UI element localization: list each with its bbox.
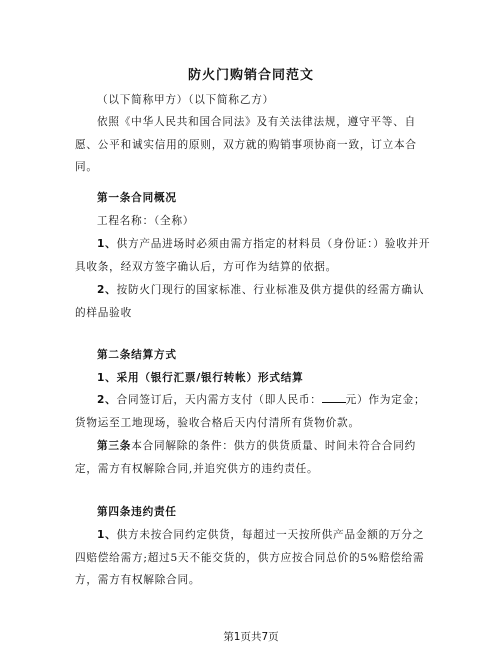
article-4-heading: 第四条违约责任	[97, 506, 177, 518]
article-3-paragraph	[75, 435, 435, 480]
page-footer: 第1页共7页	[223, 631, 279, 643]
intro-paragraph: 依照《中华人民共和国合同法》及有关法律法规，遵守平等、自愿、公平和诚实信用的原则，双方就的购销事项协商一致，订立本合同。	[75, 116, 417, 174]
article-2-item-2	[75, 389, 435, 434]
item-text: 供方产品进场时必须由需方指定的材料员（身份证：）验收并开具收条，经双方签字确认后，方可作为结算的依据。	[75, 238, 431, 273]
article-4-item-1	[75, 524, 435, 592]
article-1-item-1	[75, 233, 435, 278]
amount-blank	[322, 392, 346, 403]
item-number: 1、	[97, 238, 117, 250]
document-title: 防火门购销合同范文	[187, 68, 314, 83]
item-number: 2、	[97, 394, 117, 406]
item-number: 2、	[97, 284, 117, 296]
item-text: 供方未按合同约定供货，每超过一天按所供产品金额的万分之四赔偿给需方;超过5天不能交货的，供方应按合同总价的5%赔偿给需方，需方有权解除合同。	[75, 529, 425, 587]
item-number: 1、	[97, 529, 117, 541]
article-2-item-1: 1、采用（银行汇票/银行转帐）形式结算	[97, 372, 304, 384]
item-text-unit: 元）作为定金；	[345, 394, 426, 406]
parties-line: （以下简称甲方）（以下简称乙方）	[97, 94, 274, 106]
article-2-heading: 第二条结算方式	[97, 349, 177, 361]
article-1-item-2	[75, 279, 435, 324]
item-text-pre: 合同签订后，天内需方支付（即人民币：	[116, 394, 322, 406]
project-name-line: 工程名称：（全称）	[97, 215, 195, 227]
article-1-heading: 第一条合同概况	[97, 192, 177, 204]
article-3-label: 第三条	[97, 440, 132, 452]
item-text-post: 货物运至工地现场，验收合格后天内付清所有货物价款。	[75, 416, 360, 429]
article-3-text: 本合同解除的条件：供方的供货质量、时间未符合合同约定，需方有权解除合同,并追究供方的违约责任。	[75, 440, 417, 475]
item-text: 按防火门现行的国家标准、行业标准及供方提供的经需方确认的样品验收	[75, 284, 425, 319]
